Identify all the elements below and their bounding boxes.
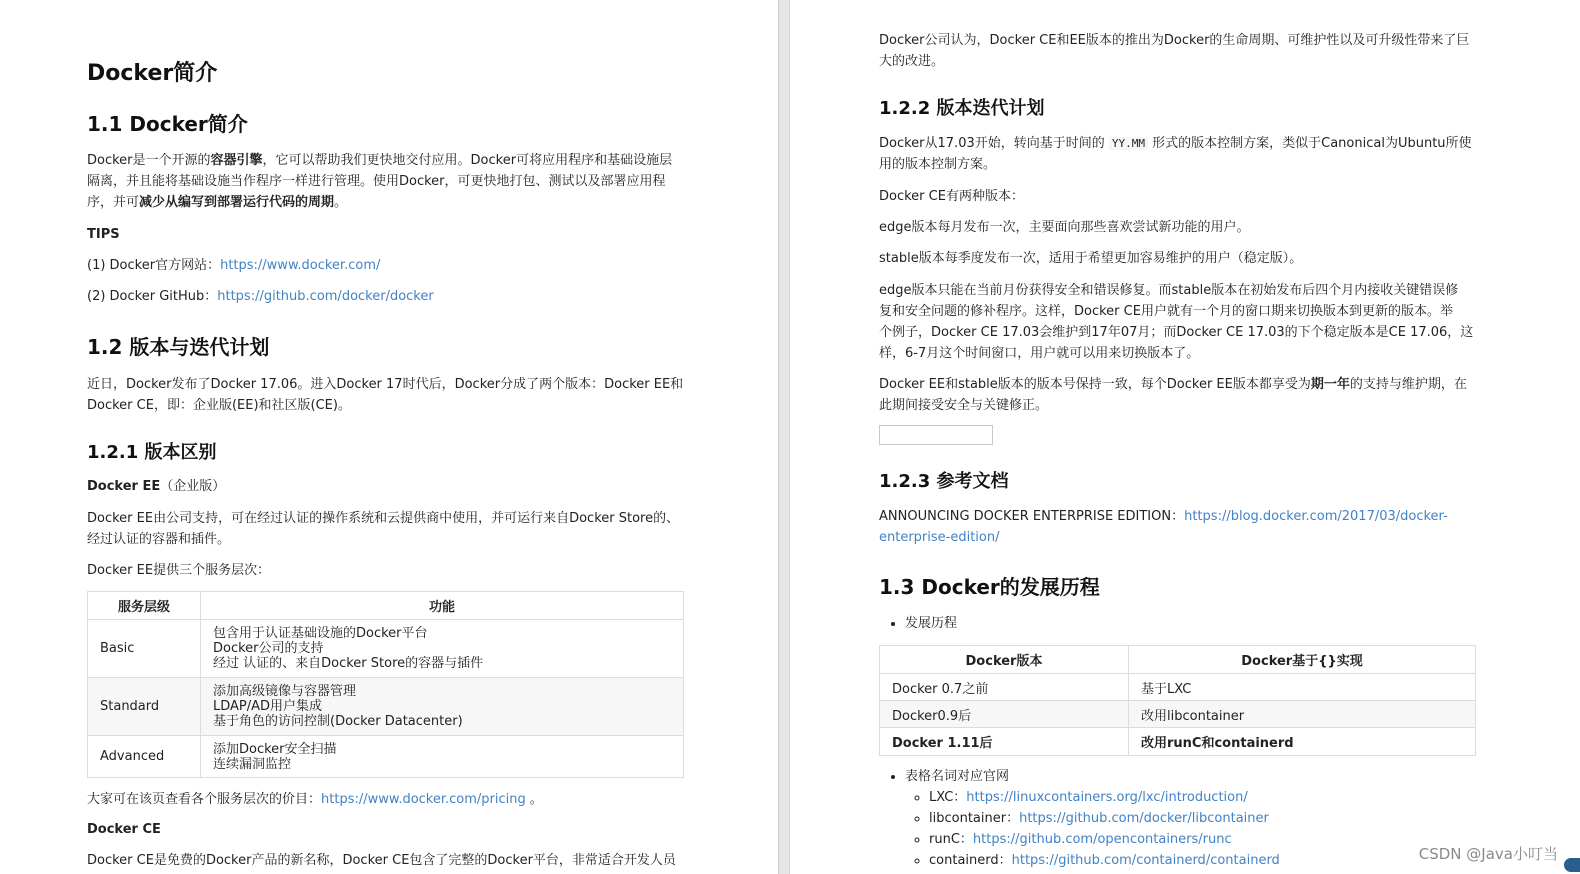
text-run: Docker是一个开源的 xyxy=(87,153,211,168)
reference-link[interactable]: https://blog.docker.com/2017/03/docker- xyxy=(1184,509,1448,524)
tips-label: TIPS xyxy=(87,227,120,242)
text-run: Docker公司认为，Docker CE和EE版本的推出为Docker的生命周期、可维护性以及可升级性带来了巨 xyxy=(879,33,1470,48)
left-page xyxy=(0,0,778,874)
sublist-item xyxy=(929,808,1280,829)
table-header-cell: 功能 xyxy=(201,592,684,620)
docker-ee-description xyxy=(87,508,747,550)
section-1-2-heading: 1.2 版本与迭代计划 xyxy=(87,335,270,359)
bullet-list-links xyxy=(879,766,1280,871)
list-item: • 发展历程 xyxy=(905,613,957,634)
stable-quarterly: stable版本每季度发布一次，适用于希望更加容易维护的用户（稳定版）。 xyxy=(879,251,1303,266)
right-page xyxy=(790,0,1580,874)
edge-monthly: edge版本每月发布一次，主要面向那些喜欢尝试新功能的用户。 xyxy=(879,220,1250,235)
table-cell-version: Docker0.9后 xyxy=(880,701,1129,728)
containerd-link[interactable]: https://github.com/containerd/containerd xyxy=(1011,853,1280,868)
feature-line: 基于角色的访问控制(Docker Datacenter) xyxy=(213,714,463,729)
table-cell-level: Standard xyxy=(88,678,201,736)
corner-badge-icon[interactable] xyxy=(1564,858,1580,872)
table-cell-version: Docker 1.11后 xyxy=(880,728,1129,756)
text-run: Docker从17.03开始，转向基于时间的 xyxy=(879,136,1109,151)
docker-ce-label: Docker CE xyxy=(87,822,161,837)
pricing-link[interactable]: https://www.docker.com/pricing xyxy=(321,792,526,807)
csdn-watermark: CSDN @Java小叮当 xyxy=(1418,845,1558,863)
table-cell-level: Basic xyxy=(88,620,201,678)
text-run: Docker CE，即：企业版(EE)和社区版(CE)。 xyxy=(87,398,351,413)
text-run: 个例子，Docker CE 17.03会维护到17年07月；而Docker CE 17.03的下个稳定版本是CE 17.06，这 xyxy=(879,325,1474,340)
bold-text: 容器引擎 xyxy=(210,153,263,168)
text-run: 的支持与维护期，在 xyxy=(1349,377,1467,392)
table-cell-features xyxy=(201,620,684,678)
docker-history-table xyxy=(879,645,1476,756)
pricing-line xyxy=(87,789,543,810)
list-item-label: 表格名词对应官网 xyxy=(905,769,1010,784)
tip-1-label: (1) Docker官方网站： xyxy=(87,258,221,273)
text-run: Docker EE由公司支持，可在经过认证的操作系统和云提供商中使用，并可运行来自Docker Store的、 xyxy=(87,511,680,526)
feature-line: 添加Docker安全扫描 xyxy=(213,741,337,757)
text-run: 经过认证的容器和插件。 xyxy=(87,532,231,547)
service-levels-table xyxy=(87,591,684,778)
table-cell-level: Advanced xyxy=(88,736,201,778)
page-gutter xyxy=(778,0,790,874)
section-1-2-1-heading: 1.2.1 版本区别 xyxy=(87,442,217,463)
bold-text: Docker EE xyxy=(87,479,161,494)
docker-ce-description: Docker CE是免费的Docker产品的新名称，Docker CE包含了完整的Docker平台，非常适合开发人员 xyxy=(87,853,676,868)
table-row xyxy=(88,736,684,778)
table-cell-impl: 基于LXC xyxy=(1129,674,1476,701)
table-cell-features xyxy=(201,678,684,736)
text-run: 。 xyxy=(525,792,543,807)
inline-code: YY.MM xyxy=(1109,137,1148,150)
text-run: Docker EE和stable版本的版本号保持一致，每个Docker EE版本都享受为 xyxy=(879,377,1311,392)
feature-line: LDAP/AD用户集成 xyxy=(213,699,323,714)
lxc-link[interactable]: https://linuxcontainers.org/lxc/introduction/ xyxy=(966,790,1248,805)
ee-stable-paragraph xyxy=(879,374,1569,416)
text-run: 大家可在该页查看各个服务层次的价目： xyxy=(87,792,322,807)
table-header-cell: Docker基于{}实现 xyxy=(1129,646,1476,674)
sublist-label: containerd： xyxy=(929,853,1012,868)
edge-detail-paragraph xyxy=(879,280,1569,364)
text-run: 样，6-7月这个时间窗口，用户就可以用来切换版本了。 xyxy=(879,346,1200,361)
section-1-2-paragraph xyxy=(87,374,747,416)
bullet-list-history xyxy=(879,613,957,634)
doc-title: Docker简介 xyxy=(87,61,218,86)
table-cell-version: Docker 0.7之前 xyxy=(880,674,1129,701)
section-1-2-2-heading: 1.2.2 版本迭代计划 xyxy=(879,98,1045,119)
table-row xyxy=(880,674,1476,701)
feature-line: Docker公司的支持 xyxy=(213,641,324,656)
text-run: 形式的版本控制方案，类似于Canonical为Ubuntu所使 xyxy=(1148,136,1472,151)
text-run: 。 xyxy=(334,195,348,210)
docker-ee-label xyxy=(87,476,225,497)
ce-two-versions: Docker CE有两种版本： xyxy=(879,189,1024,204)
sublist-links xyxy=(905,787,1280,871)
feature-line: 经过 认证的、来自Docker Store的容器与插件 xyxy=(213,656,484,671)
section-1-2-3-heading: 1.2.3 参考文档 xyxy=(879,471,1009,492)
sublist-item xyxy=(929,829,1280,850)
table-row xyxy=(880,701,1476,728)
table-cell-features xyxy=(201,736,684,778)
table-row xyxy=(88,620,684,678)
text-run: 此期间接受安全与关键修正。 xyxy=(879,398,1049,413)
reference-paragraph xyxy=(879,506,1569,548)
ee-levels-intro: Docker EE提供三个服务层次： xyxy=(87,563,271,578)
text-run: 用的版本控制方案。 xyxy=(879,157,997,172)
sublist-label: libcontainer： xyxy=(929,811,1020,826)
docker-github-link[interactable]: https://github.com/docker/docker xyxy=(217,289,434,304)
table-cell-impl: 改用runC和containerd xyxy=(1129,728,1476,756)
section-1-1-heading: 1.1 Docker简介 xyxy=(87,112,248,136)
ce-ee-intro-paragraph xyxy=(879,30,1559,72)
feature-line: 包含用于认证基础设施的Docker平台 xyxy=(213,626,428,641)
text-run: ANNOUNCING DOCKER ENTERPRISE EDITION： xyxy=(879,509,1185,524)
runc-link[interactable]: https://github.com/opencontainers/runc xyxy=(972,832,1232,847)
text-run: edge版本只能在当前月份获得安全和错误修复。而stable版本在初始发布后四个月内接收关键错误修 xyxy=(879,283,1459,298)
table-row xyxy=(88,678,684,736)
table-header-cell: Docker版本 xyxy=(880,646,1129,674)
feature-line: 连续漏洞监控 xyxy=(213,756,292,772)
sublist-label: runC： xyxy=(929,832,973,847)
table-header-cell: 服务层级 xyxy=(88,592,201,620)
list-item xyxy=(905,766,1280,871)
table-row xyxy=(880,728,1476,756)
feature-line: 添加高级镜像与容器管理 xyxy=(213,684,357,699)
text-run: ，它可以帮助我们更快地交付应用。Docker可将应用程序和基础设施层 xyxy=(262,153,673,168)
text-run: 隔离，并且能将基础设施当作程序一样进行管理。使用Docker，可更快地打包、测试以及部署应用程 xyxy=(87,174,666,189)
text-run: 近日，Docker发布了Docker 17.06。进入Docker 17时代后，Docker分成了两个版本：Docker EE和 xyxy=(87,377,684,392)
sublist-item xyxy=(929,787,1280,808)
docker-website-link[interactable]: https://www.docker.com/ xyxy=(220,258,381,273)
reference-link-continued[interactable]: enterprise-edition/ xyxy=(879,530,1000,545)
empty-image-placeholder xyxy=(879,425,993,445)
text-run: 复和安全问题的修补程序。这样，Docker CE用户就有一个月的窗口期来切换版本到更新的版本。举 xyxy=(879,304,1453,319)
bold-text: 减少从编写到部署运行代码的周期 xyxy=(139,195,335,210)
libcontainer-link[interactable]: https://github.com/docker/libcontainer xyxy=(1019,811,1269,826)
text-run: （企业版） xyxy=(160,479,226,494)
table-header-row xyxy=(88,592,684,620)
tip-2-label: (2) Docker GitHub： xyxy=(87,289,218,304)
section-1-1-paragraph xyxy=(87,150,747,213)
tip-1 xyxy=(87,255,380,276)
tip-2 xyxy=(87,286,434,307)
sublist-item xyxy=(929,850,1280,871)
table-header-row xyxy=(880,646,1476,674)
text-run: 序，并可 xyxy=(87,195,140,210)
version-scheme-paragraph xyxy=(879,133,1559,175)
text-run: 大的改进。 xyxy=(879,54,945,69)
sublist-label: LXC： xyxy=(929,790,967,805)
bold-text: 期一年 xyxy=(1310,377,1350,392)
section-1-3-heading: 1.3 Docker的发展历程 xyxy=(879,575,1100,599)
table-cell-impl: 改用libcontainer xyxy=(1129,701,1476,728)
